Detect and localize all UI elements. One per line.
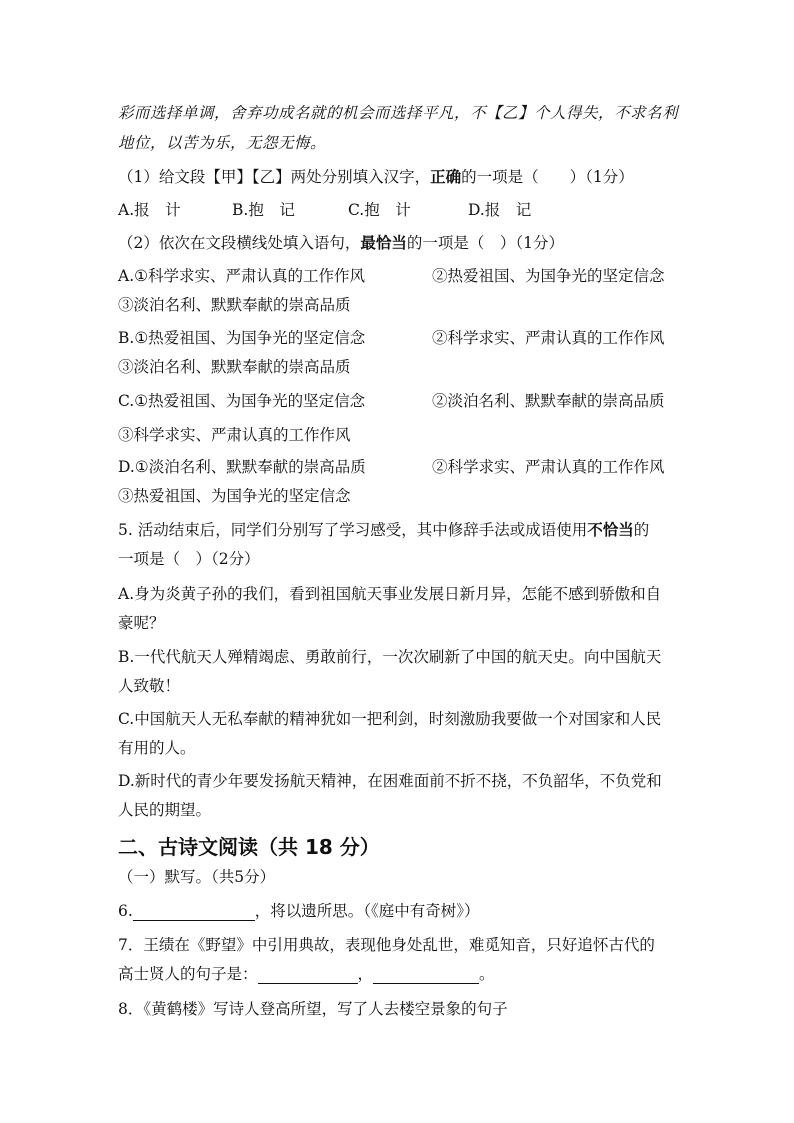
q2-option-b-part3: ③淡泊名利、默默奉献的崇高品质: [118, 358, 351, 376]
q2-option-c-part2: ②淡泊名利、默默奉献的崇高品质: [432, 392, 665, 410]
passage-line-1: 彩而选择单调，舍弃功成名就的机会而选择平凡，不【乙】个人得失，不求名利: [118, 104, 679, 122]
q5-option-b-line2: 人致敬！: [118, 677, 181, 695]
q1-option-c: C.抱 计: [348, 201, 411, 219]
q1-option-a: A.报 计: [118, 201, 181, 219]
q2-option-c-part1: C.①热爱祖国、为国争光的坚定信念: [118, 392, 366, 410]
q1-prefix: （1）给文段【甲】【乙】两处分别填入汉字，: [118, 168, 431, 186]
question-1-stem: [118, 167, 634, 187]
q5-prefix: 5. 活动结束后，同学们分别写了学习感受，其中修辞手法或成语使用: [118, 521, 588, 539]
q7-answer-blank-2[interactable]: [373, 967, 479, 984]
q7-prefix: 高士贤人的句子是：: [118, 965, 258, 983]
q2-suffix: 的一项是（ ）（1分）: [406, 234, 565, 252]
question-2-stem: [118, 233, 564, 253]
q2-option-a-part3: ③淡泊名利、默默奉献的崇高品质: [118, 296, 351, 314]
q5-option-a-line2: 豪呢？: [118, 614, 165, 632]
q5-option-b-line1: B.一代代航天人殚精竭虑、勇敢前行，一次次刷新了中国的航天史。向中国航天: [118, 648, 662, 666]
q1-emphasis: 正确: [430, 167, 462, 186]
q5-option-a-line1: A.身为炎黄子孙的我们，看到祖国航天事业发展日新月异，怎能不感到骄傲和自: [118, 585, 662, 603]
q2-option-c-part3: ③科学求实、严肃认真的工作作风: [118, 426, 351, 444]
q2-option-d-part1: D.①淡泊名利、默默奉献的崇高品质: [118, 458, 366, 476]
question-6: [118, 901, 480, 921]
q6-number: 6.: [118, 902, 133, 920]
question-5-stem: [118, 520, 649, 540]
q1-option-d: D.报 记: [468, 201, 532, 219]
q2-option-d-part3: ③热爱祖国、为国争光的坚定信念: [118, 487, 351, 505]
q7-separator: ，: [357, 965, 374, 983]
section-2-subtitle: （一）默写。（共5分）: [118, 868, 276, 886]
q6-tail: ，将以遗所思。（《庭中有奇树》）: [254, 902, 480, 920]
section-2-title: 二、古诗文阅读（共 18 分）: [118, 835, 380, 859]
q2-option-d-part2: ②科学求实、严肃认真的工作作风: [432, 458, 665, 476]
q2-option-b-part1: B.①热爱祖国、为国争光的坚定信念: [118, 329, 366, 347]
question-1-options: [118, 200, 531, 220]
q1-suffix: 的一项是（ ）（1分）: [461, 168, 634, 186]
q5-option-d-line1: D.新时代的青少年要发扬航天精神，在困难面前不折不挠，不负韶华，不负党和: [118, 772, 662, 790]
question-7-line1: 7．王绩在《野望》中引用典故，表现他身处乱世，难觅知音，只好追怀古代的: [118, 936, 655, 954]
q2-option-b-part2: ②科学求实、严肃认真的工作作风: [432, 329, 665, 347]
question-5-stem-line2: 一项是（ ）（2分）: [118, 550, 260, 568]
q1-option-b: B.抱 记: [232, 201, 295, 219]
q2-option-a-part1: A.①科学求实、严肃认真的工作作风: [118, 267, 366, 285]
q2-option-a-part2: ②热爱祖国、为国争光的坚定信念: [432, 267, 665, 285]
passage-line-2: 地位，以苦为乐，无怨无悔。: [118, 134, 327, 152]
q5-option-c-line1: C.中国航天人无私奉献的精神犹如一把利剑，时刻激励我要做一个对国家和人民: [118, 710, 662, 728]
q7-answer-blank-1[interactable]: [258, 967, 358, 984]
q2-prefix: （2）依次在文段横线处填入语句，: [118, 234, 361, 252]
q5-suffix: 的: [633, 521, 650, 539]
question-8-line1: 8．《黄鹤楼》写诗人登高所望，写了人去楼空景象的句子: [118, 1000, 508, 1018]
q2-emphasis: 最恰当: [360, 233, 407, 252]
q7-end: 。: [479, 965, 495, 983]
q5-option-c-line2: 有用的人。: [118, 739, 196, 757]
q5-option-d-line2: 人民的期望。: [118, 801, 212, 819]
question-7-line2: [118, 964, 495, 984]
q5-emphasis: 不恰当: [587, 520, 634, 539]
q6-answer-blank[interactable]: [133, 904, 255, 921]
